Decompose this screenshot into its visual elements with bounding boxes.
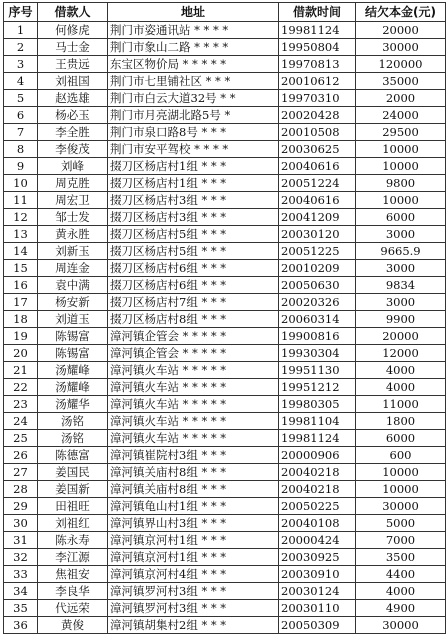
table-row <box>4 396 446 413</box>
loan-date: 20040218 <box>279 464 356 481</box>
borrower-name: 陈锡富 <box>38 328 108 345</box>
row-index: 21 <box>4 362 38 379</box>
row-index: 17 <box>4 294 38 311</box>
row-index: 27 <box>4 464 38 481</box>
table-row <box>4 413 446 430</box>
borrower-address: 漳河镇火车站 * * * * * <box>108 413 279 430</box>
loan-date: 20020326 <box>279 294 356 311</box>
row-index: 13 <box>4 226 38 243</box>
outstanding-principal: 3000 <box>356 294 446 311</box>
row-index: 36 <box>4 617 38 634</box>
loan-date: 19951212 <box>279 379 356 396</box>
loan-date: 20010612 <box>279 73 356 90</box>
borrower-name: 姜国新 <box>38 481 108 498</box>
borrower-address: 掇刀区杨店村7组 * * * <box>108 294 279 311</box>
row-index: 25 <box>4 430 38 447</box>
outstanding-principal: 24000 <box>356 107 446 124</box>
row-index: 6 <box>4 107 38 124</box>
outstanding-principal: 10000 <box>356 481 446 498</box>
borrower-address: 漳河镇崔院村3组 * * * <box>108 447 279 464</box>
loan-date: 20050309 <box>279 617 356 634</box>
borrower-name: 刘祖国 <box>38 73 108 90</box>
borrower-address: 掇刀区杨店村5组 * * * <box>108 243 279 260</box>
outstanding-principal: 29500 <box>356 124 446 141</box>
table-row <box>4 107 446 124</box>
borrower-name: 周连金 <box>38 260 108 277</box>
borrower-address: 漳河镇火车站 * * * * * <box>108 362 279 379</box>
row-index: 28 <box>4 481 38 498</box>
row-index: 18 <box>4 311 38 328</box>
loan-date: 19981124 <box>279 430 356 447</box>
borrower-address: 掇刀区杨店村1组 * * * <box>108 175 279 192</box>
outstanding-principal: 30000 <box>356 39 446 56</box>
loan-date: 19950804 <box>279 39 356 56</box>
loan-date: 20040218 <box>279 481 356 498</box>
outstanding-principal: 3000 <box>356 226 446 243</box>
borrower-address: 漳河镇火车站 * * * * * <box>108 430 279 447</box>
borrower-address: 荆门市象山二路 * * * * <box>108 39 279 56</box>
row-index: 10 <box>4 175 38 192</box>
row-index: 16 <box>4 277 38 294</box>
borrower-name: 何修虎 <box>38 22 108 39</box>
table-row <box>4 362 446 379</box>
outstanding-principal: 10000 <box>356 158 446 175</box>
outstanding-principal: 120000 <box>356 56 446 73</box>
borrower-name: 汤耀峰 <box>38 362 108 379</box>
borrower-address: 掇刀区杨店村3组 * * * <box>108 192 279 209</box>
borrower-name: 陈锡富 <box>38 345 108 362</box>
borrower-address: 漳河镇京河村1组 * * * <box>108 549 279 566</box>
table-row <box>4 56 446 73</box>
loan-date: 19951130 <box>279 362 356 379</box>
outstanding-principal: 10000 <box>356 464 446 481</box>
loan-date: 20040108 <box>279 515 356 532</box>
row-index: 35 <box>4 600 38 617</box>
outstanding-principal: 4900 <box>356 600 446 617</box>
borrower-name: 李俊茂 <box>38 141 108 158</box>
borrower-name: 袁中满 <box>38 277 108 294</box>
header-index: 序号 <box>4 3 38 22</box>
table-row <box>4 498 446 515</box>
outstanding-principal: 5000 <box>356 515 446 532</box>
outstanding-principal: 4000 <box>356 379 446 396</box>
outstanding-principal: 35000 <box>356 73 446 90</box>
loan-date: 20020428 <box>279 107 356 124</box>
row-index: 20 <box>4 345 38 362</box>
loan-date: 20051224 <box>279 175 356 192</box>
borrower-name: 汤铭 <box>38 430 108 447</box>
loan-date: 19980305 <box>279 396 356 413</box>
borrower-address: 荆门市月亮湖北路5号 * <box>108 107 279 124</box>
table-row <box>4 192 446 209</box>
borrower-name: 李全胜 <box>38 124 108 141</box>
table-row <box>4 277 446 294</box>
row-index: 3 <box>4 56 38 73</box>
table-row <box>4 481 446 498</box>
borrower-name: 赵选雄 <box>38 90 108 107</box>
loan-date: 20030625 <box>279 141 356 158</box>
borrower-address: 漳河镇京河村1组 * * * <box>108 532 279 549</box>
table-row <box>4 600 446 617</box>
loan-date: 20040616 <box>279 192 356 209</box>
outstanding-principal: 6000 <box>356 430 446 447</box>
borrower-address: 漳河镇胡集村2组 * * * <box>108 617 279 634</box>
borrower-address: 掇刀区杨店村6组 * * * <box>108 260 279 277</box>
borrower-name: 李良华 <box>38 583 108 600</box>
borrower-name: 代远荣 <box>38 600 108 617</box>
borrower-name: 陈德富 <box>38 447 108 464</box>
borrower-address: 荆门市泉口路8号 * * * <box>108 124 279 141</box>
loan-date: 19981104 <box>279 413 356 430</box>
borrower-name: 刘新玉 <box>38 243 108 260</box>
row-index: 15 <box>4 260 38 277</box>
outstanding-principal: 2000 <box>356 90 446 107</box>
borrower-name: 李江源 <box>38 549 108 566</box>
row-index: 9 <box>4 158 38 175</box>
loan-date: 20041209 <box>279 209 356 226</box>
borrower-address: 东宝区物价局 * * * * * <box>108 56 279 73</box>
table-row <box>4 124 446 141</box>
loan-date: 20060314 <box>279 311 356 328</box>
loan-date: 20030110 <box>279 600 356 617</box>
table-row <box>4 515 446 532</box>
borrower-name: 刘祖红 <box>38 515 108 532</box>
loan-date: 19930304 <box>279 345 356 362</box>
row-index: 4 <box>4 73 38 90</box>
table-row <box>4 532 446 549</box>
row-index: 8 <box>4 141 38 158</box>
header-address: 地址 <box>108 3 279 22</box>
loan-date: 20051225 <box>279 243 356 260</box>
table-row <box>4 294 446 311</box>
outstanding-principal: 1800 <box>356 413 446 430</box>
loan-date: 19981124 <box>279 22 356 39</box>
outstanding-principal: 7000 <box>356 532 446 549</box>
borrower-address: 漳河镇火车站 * * * * * <box>108 396 279 413</box>
borrower-address: 漳河镇关庙村8组 * * * <box>108 464 279 481</box>
outstanding-principal: 9834 <box>356 277 446 294</box>
borrower-address: 荆门市白云大道32号 * * <box>108 90 279 107</box>
borrower-address: 荆门市安平驾校 * * * * <box>108 141 279 158</box>
table-row <box>4 39 446 56</box>
borrower-name: 焦祖安 <box>38 566 108 583</box>
outstanding-principal: 9900 <box>356 311 446 328</box>
loan-date: 20030124 <box>279 583 356 600</box>
table-row <box>4 447 446 464</box>
loan-date: 20030910 <box>279 566 356 583</box>
outstanding-principal: 9800 <box>356 175 446 192</box>
loan-date: 20040616 <box>279 158 356 175</box>
borrower-name: 陈永寿 <box>38 532 108 549</box>
table-row <box>4 311 446 328</box>
borrower-name: 汤铭 <box>38 413 108 430</box>
table-row <box>4 158 446 175</box>
table-row <box>4 260 446 277</box>
borrower-name: 姜国民 <box>38 464 108 481</box>
row-index: 1 <box>4 22 38 39</box>
outstanding-principal: 12000 <box>356 345 446 362</box>
borrower-address: 掇刀区杨店村8组 * * * <box>108 311 279 328</box>
borrower-address: 漳河镇界山村3组 * * * <box>108 515 279 532</box>
table-row <box>4 90 446 107</box>
borrower-address: 掇刀区杨店村5组 * * * <box>108 226 279 243</box>
header-borrower: 借款人 <box>38 3 108 22</box>
row-index: 5 <box>4 90 38 107</box>
header-outstanding-principal: 结欠本金(元) <box>356 3 446 22</box>
borrower-address: 荆门市七里铺社区 * * * <box>108 73 279 90</box>
table-row <box>4 328 446 345</box>
row-index: 26 <box>4 447 38 464</box>
table-row <box>4 464 446 481</box>
row-index: 7 <box>4 124 38 141</box>
borrower-name: 汤耀峰 <box>38 379 108 396</box>
loan-date: 19900816 <box>279 328 356 345</box>
table-row <box>4 379 446 396</box>
borrower-name: 周宏卫 <box>38 192 108 209</box>
table-row <box>4 175 446 192</box>
table-row <box>4 617 446 634</box>
borrower-address: 漳河镇火车站 * * * * * <box>108 379 279 396</box>
loan-date: 19970813 <box>279 56 356 73</box>
loan-date: 20000424 <box>279 532 356 549</box>
borrower-name: 周克胜 <box>38 175 108 192</box>
row-index: 22 <box>4 379 38 396</box>
borrower-address: 荆门市姿通讯站 * * * * <box>108 22 279 39</box>
borrower-name: 黄俊 <box>38 617 108 634</box>
loan-date: 20010508 <box>279 124 356 141</box>
borrower-name: 马士金 <box>38 39 108 56</box>
borrower-address: 漳河镇罗河村3组 * * * <box>108 600 279 617</box>
row-index: 29 <box>4 498 38 515</box>
outstanding-principal: 600 <box>356 447 446 464</box>
outstanding-principal: 4000 <box>356 362 446 379</box>
outstanding-principal: 20000 <box>356 22 446 39</box>
header-loan-date: 借款时间 <box>279 3 356 22</box>
table-row <box>4 566 446 583</box>
row-index: 23 <box>4 396 38 413</box>
outstanding-principal: 10000 <box>356 141 446 158</box>
loan-date: 20030120 <box>279 226 356 243</box>
borrower-address: 掇刀区杨店村6组 * * * <box>108 277 279 294</box>
borrower-address: 漳河镇企管会 * * * * * <box>108 328 279 345</box>
outstanding-principal: 10000 <box>356 192 446 209</box>
row-index: 32 <box>4 549 38 566</box>
borrower-address: 掇刀区杨店村1组 * * * <box>108 158 279 175</box>
table-row <box>4 22 446 39</box>
outstanding-principal: 30000 <box>356 617 446 634</box>
outstanding-principal: 3000 <box>356 260 446 277</box>
outstanding-principal: 6000 <box>356 209 446 226</box>
outstanding-principal: 3500 <box>356 549 446 566</box>
row-index: 12 <box>4 209 38 226</box>
borrower-address: 漳河镇京河村4组 * * * <box>108 566 279 583</box>
table-row <box>4 583 446 600</box>
borrower-name: 刘峰 <box>38 158 108 175</box>
table-row <box>4 73 446 90</box>
row-index: 31 <box>4 532 38 549</box>
borrower-name: 杨必玉 <box>38 107 108 124</box>
loan-date: 20050225 <box>279 498 356 515</box>
row-index: 34 <box>4 583 38 600</box>
borrower-name: 王贵远 <box>38 56 108 73</box>
loan-table <box>3 2 446 634</box>
row-index: 11 <box>4 192 38 209</box>
table-row <box>4 345 446 362</box>
loan-date: 20010209 <box>279 260 356 277</box>
loan-date: 20000906 <box>279 447 356 464</box>
borrower-name: 黄永胜 <box>38 226 108 243</box>
outstanding-principal: 11000 <box>356 396 446 413</box>
row-index: 14 <box>4 243 38 260</box>
table-row <box>4 209 446 226</box>
borrower-address: 漳河镇罗河村3组 * * * <box>108 583 279 600</box>
table-row <box>4 226 446 243</box>
borrower-name: 邹士发 <box>38 209 108 226</box>
row-index: 30 <box>4 515 38 532</box>
outstanding-principal: 4400 <box>356 566 446 583</box>
table-row <box>4 549 446 566</box>
row-index: 33 <box>4 566 38 583</box>
outstanding-principal: 20000 <box>356 328 446 345</box>
row-index: 2 <box>4 39 38 56</box>
table-row <box>4 243 446 260</box>
table-row <box>4 430 446 447</box>
row-index: 24 <box>4 413 38 430</box>
header-row <box>4 3 446 22</box>
borrower-name: 汤耀华 <box>38 396 108 413</box>
borrower-name: 刘道玉 <box>38 311 108 328</box>
borrower-address: 漳河镇龟山村1组 * * * <box>108 498 279 515</box>
row-index: 19 <box>4 328 38 345</box>
borrower-name: 杨安新 <box>38 294 108 311</box>
table-row <box>4 141 446 158</box>
borrower-address: 漳河镇关庙村8组 * * * <box>108 481 279 498</box>
borrower-name: 田祖旺 <box>38 498 108 515</box>
borrower-address: 漳河镇企管会 * * * * * <box>108 345 279 362</box>
borrower-address: 掇刀区杨店村3组 * * * <box>108 209 279 226</box>
outstanding-principal: 9665.9 <box>356 243 446 260</box>
loan-date: 20030925 <box>279 549 356 566</box>
loan-date: 20050630 <box>279 277 356 294</box>
loan-date: 19970310 <box>279 90 356 107</box>
outstanding-principal: 4000 <box>356 583 446 600</box>
outstanding-principal: 30000 <box>356 498 446 515</box>
